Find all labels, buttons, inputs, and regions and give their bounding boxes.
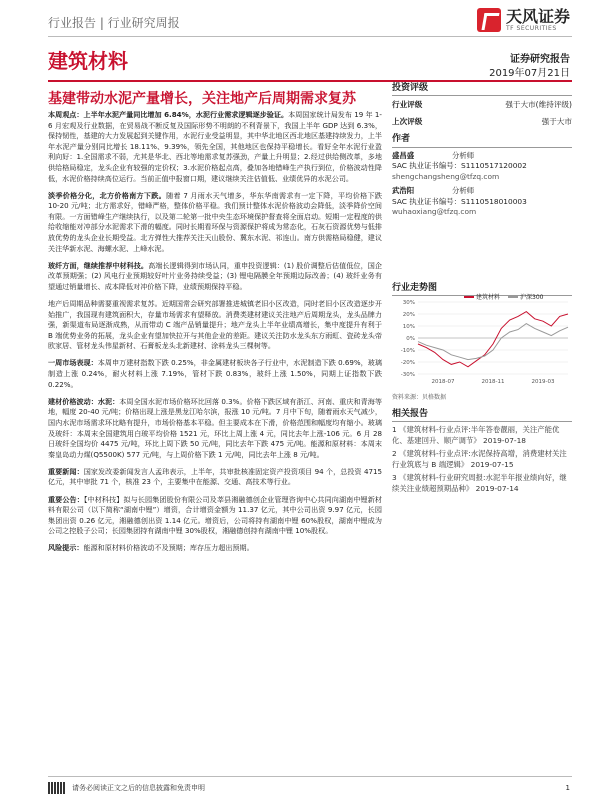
y-tick-label: -30% bbox=[400, 372, 415, 378]
paragraph-lead: 淡季价格分化，北方价格南方下跌。 bbox=[48, 190, 167, 200]
paragraph-text: 国家发改委新闻发言人孟玮表示，上半年，共审批核准固定资产投资项目 94 个，总投资 4715 亿元，其中审批 71 个，核准 23 个，主要集中在能源、交通、高技术等行业。 bbox=[48, 466, 383, 487]
paragraph-text: 高端长逻辑得到市场认同，重申投资逻辑：(1) 股价调整后估值低位，国企改革预期强；(2) 风电行业预期较好叶片业务持续受益；(3) 锂电隔膜全年预期边际改善；(4) 玻纤业务有望通过销量增长、成本降低对冲价格下降，业绩预期保持平稳。 bbox=[48, 260, 383, 291]
legend-swatch bbox=[508, 296, 518, 298]
brand-logo bbox=[477, 8, 570, 32]
y-tick-label: 10% bbox=[402, 324, 415, 330]
legend-label: 沪深300 bbox=[520, 294, 544, 301]
paragraph-lead: 玻纤方面，继续推荐中材科技。 bbox=[48, 260, 149, 270]
x-tick-label: 2018-07 bbox=[431, 379, 455, 385]
paragraph-text: 能源和原材料价格波动不及预期；库存压力超出预期。 bbox=[83, 543, 254, 553]
report-date: 2019年07月21日 bbox=[489, 68, 570, 79]
related-report-link[interactable]: 2 《建筑材料-行业点评:水泥保持高增，消费建材关注行业筑底与 B 端逻辑》 2019-07-15 bbox=[392, 449, 567, 469]
chart-source: 资料来源：贝格数据 bbox=[392, 394, 447, 401]
y-tick-label: -10% bbox=[400, 348, 415, 354]
paragraph bbox=[48, 495, 382, 537]
chart-heading: 行业走势图 bbox=[392, 280, 572, 296]
legend-label: 建筑材料 bbox=[476, 294, 501, 301]
paragraph-lead: 本周观点：上半年水泥产量同比增加 6.84%，水泥行业需求逻辑逐步验证。 bbox=[48, 110, 289, 119]
rating-row bbox=[392, 96, 572, 113]
paragraph bbox=[48, 358, 382, 390]
paragraph bbox=[48, 467, 382, 488]
rating-value: 强于大市(维持评级) bbox=[505, 100, 572, 109]
chart-legend bbox=[464, 292, 543, 301]
tf-logo-icon bbox=[477, 8, 501, 32]
author-role: 分析师 bbox=[452, 150, 475, 160]
rating-heading: 投资评级 bbox=[392, 80, 572, 96]
rating-section bbox=[392, 80, 572, 130]
footer-divider bbox=[48, 776, 572, 777]
rating-row bbox=[392, 113, 572, 130]
header-divider bbox=[48, 36, 572, 37]
paragraph-text: 本周国家统计局发布 19 年 1-6 月宏观及行业数据，在贸易战不断反复及国际形势不明朗的不利背景下，我国上半年 GDP 达到 6.3%，保持韧性，基建的大力发展起到关键作用，水泥行业受益明显，其中华北地区西北地区基建持续发力，上半年水泥产量分别同比增长 18.11%、9.39%，领先全国，其他地区也保持平稳增长。看好全年水泥行业盈利向好：1.全国需求不弱，尤其是华北、西北等地需求复苏强劲，产量上升明显；2.经过供给侧改革，多地供给格局稳定，龙头企业有较强的定价权；3.水泥价格起点高，叠加各地错峰生产执行到位，价格波动性降低，水泥价格持续高位运行。当前正值中报窗口期，建议继续关注估值低、业绩优异的水泥公司。 bbox=[48, 110, 382, 183]
main-column bbox=[48, 110, 382, 560]
paragraph-text: 地产后周期品种需要重视需求复苏。近期国常会研究部署推进城镇老旧小区改造，同时老旧小区改造逐步开始推广，我国现有建筑面积大，存量市场需求有望释放。消费类建材建议关注地产后周期龙头，龙头品牌力强，新渠道布局逐渐成熟，从而带动 C 端产品销量提升；地产龙头上半年业绩高增长，集中度提升有利于 B 端优势业务的拓展，龙头企业有望加快拉开与其他企业的差距。建议关注防水龙头东方雨虹、瓷砖龙头帝欧家居、管材龙头伟星新材、石膏板龙头北新建材、涂料龙头三棵树等。 bbox=[48, 299, 382, 351]
y-tick-label: 0% bbox=[406, 336, 415, 342]
paragraph bbox=[48, 261, 382, 293]
industry-name: 建筑材料 bbox=[48, 49, 128, 73]
footer bbox=[48, 782, 205, 794]
author-section bbox=[392, 134, 572, 218]
paragraph-lead: 重要新闻： bbox=[48, 466, 84, 476]
paragraph bbox=[48, 543, 382, 554]
author-email[interactable]: wuhaoxiang@tfzq.com bbox=[392, 207, 477, 216]
y-tick-label: 20% bbox=[402, 312, 415, 318]
author-block bbox=[392, 186, 572, 218]
barcode-icon bbox=[48, 782, 66, 794]
footer-disclaimer: 请务必阅读正文之后的信息披露和免责申明 bbox=[72, 784, 205, 792]
related-report-link[interactable]: 3 《建筑材料-行业研究周报:水泥半年报业绩向好，继续关注业绩超预期品种》 2019-07-14 bbox=[392, 473, 567, 493]
author-email[interactable]: shengchangsheng@tfzq.com bbox=[392, 171, 500, 181]
related-report-link[interactable]: 1 《建筑材料-行业点评:半年答卷靓丽，关注产能优化、基建回升、顺产调节》 2019-07-18 bbox=[392, 425, 560, 445]
paragraph bbox=[48, 299, 382, 352]
paragraph-text: 随着 7 月雨水天气增多，华东华南需求有一定下降，平均价格下跌 10-20 元/吨；北方需求好，错峰严格，整体价格平稳。我们预计整体水泥价格波动会降低，淡季降价空间有限。一方面错峰生产继续执行，以及第二轮第一批中央生态环境保护督查将全面启动。短期一定程度的供给收缩能对冲部分水泥需求下滑的幅度。同时长期看环保与资源保护将成为常态化，石灰石资源优势与低排放优势的龙头企业长期受益。北方弹性大推荐关注天山股份、冀东水泥、祁连山。南方供需格局稳健，建议关注华新水泥、海螺水泥、上峰水泥。 bbox=[48, 190, 383, 253]
author-heading: 作者 bbox=[392, 134, 572, 148]
legend-item bbox=[464, 292, 500, 301]
y-tick-label: 30% bbox=[402, 300, 415, 306]
paragraph-lead: 风险提示： bbox=[48, 543, 84, 553]
page-number: 1 bbox=[565, 784, 570, 792]
report-type: 行业报告 | 行业研究周报 bbox=[48, 16, 180, 30]
chart-canvas bbox=[392, 292, 572, 388]
brand-name-cn: 天风证券 bbox=[505, 6, 570, 26]
author-name: 盛昌盛 bbox=[392, 150, 415, 160]
legend-item bbox=[508, 292, 543, 301]
brand-name-en: TF SECURITIES bbox=[505, 24, 557, 32]
paragraph bbox=[48, 110, 382, 184]
paragraph-lead: 建材价格波动：水泥： bbox=[48, 396, 120, 406]
paragraph-lead: 一周市场表现： bbox=[48, 358, 98, 368]
series-line bbox=[418, 312, 568, 367]
report-title: 基建带动水泥产量增长，关注地产后周期需求复苏 bbox=[48, 91, 356, 107]
author-cert: SAC 执业证书编号：S1110517120002 bbox=[392, 161, 527, 170]
author-role: 分析师 bbox=[452, 186, 475, 195]
paragraph-text: 【中材科技】拟与长园集团股份有限公司及莘县湘融德创企业管理咨询中心共同向湖南中锂新材料有限公司（以下简称“湖南中锂”）增资，合计增资金额为 11.37 亿元，其中公司出资 9.97 亿元，长园集团出资 0.26 亿元，湘融德创出资 1.14 亿元。增资后，公司将持有湖南中锂 60%股权，湖南中锂成为公司之控股子公司；长园集团持有湖南中锂 30%股权，湘融德创持有湖南中锂 10%股权。 bbox=[48, 494, 382, 536]
y-tick-label: -20% bbox=[400, 360, 415, 366]
industry-trend-chart bbox=[392, 292, 572, 388]
series-line bbox=[418, 324, 568, 360]
author-cert: SAC 执业证书编号：S1110518010003 bbox=[392, 196, 527, 206]
paragraph bbox=[48, 397, 382, 461]
rating-key: 行业评级 bbox=[392, 100, 423, 109]
x-tick-label: 2019-03 bbox=[531, 379, 555, 385]
paragraph-text: 本周申万建材指数下跌 0.25%，非金属建材板块各子行业中，水泥制造下跌 0.69%，玻璃制造上涨 0.24%，耐火材料上涨 7.19%，管材下跌 0.83%，玻纤上涨 1.50%，同期上证指数下跌 0.22%。 bbox=[48, 358, 382, 389]
related-section bbox=[392, 406, 572, 495]
author-block bbox=[392, 151, 572, 183]
author-name: 武浩阳 bbox=[392, 186, 415, 195]
related-heading: 相关报告 bbox=[392, 406, 572, 422]
x-tick-label: 2018-11 bbox=[481, 379, 505, 385]
paragraph-lead: 重要公告： bbox=[48, 494, 84, 504]
paragraph-text: 本周全国水泥市场价格环比回落 0.3%。价格下跌区域有浙江、河南、重庆和青海等地，幅度 20-40 元/吨；价格出现上涨是黑龙江哈尔滨，报涨 10 元/吨。7 月中下旬，随着雨水天气减少，国内水泥市场需求环比略有提升，市场价格基本平稳。但主要成本在下滑，价格范围和幅度均有缩小。玻璃及玻纤：本周末全国建筑用白玻平均价格 1521 元，环比上周上涨 4 元，同比去年上涨-106 元。6 月 28 日玻纤全国均价 4475 元/吨，环比上周下跌 50 元/吨，同比去年下跌 475 元/吨。能源和原材料：本周末秦皇岛动力煤(Q5500K) 577 元/吨，与上周价格下跌 1 元/吨，同比去年上涨 8 元/吨。 bbox=[48, 396, 382, 459]
rating-key: 上次评级 bbox=[392, 117, 423, 126]
report-kind: 证券研究报告 bbox=[510, 54, 570, 65]
paragraph bbox=[48, 191, 382, 255]
rating-value: 强于大市 bbox=[541, 117, 572, 126]
legend-swatch bbox=[464, 296, 474, 298]
